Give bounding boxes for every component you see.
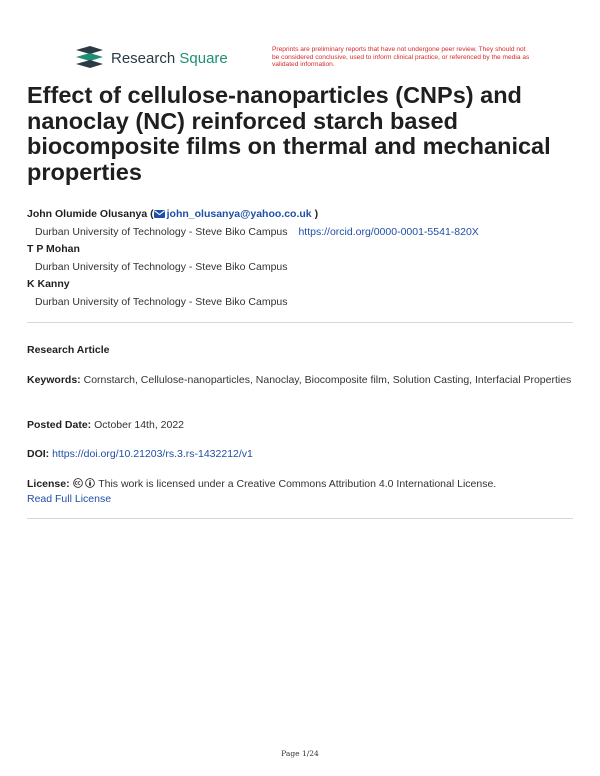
doi (27, 447, 573, 462)
open-paren: ( (150, 208, 154, 220)
doi-label: DOI: (27, 448, 50, 460)
orcid-link[interactable]: https://orcid.org/0000-0001-5541-820X (298, 225, 479, 238)
posted-date-value: October 14th, 2022 (94, 419, 185, 431)
author-entry (27, 241, 577, 276)
author-entry (27, 206, 577, 241)
article-title: Effect of cellulose-nanoparticles (CNPs) and nanoclay (NC) reinforced starch based biocomposite films on thermal and mechanical properties (27, 82, 551, 185)
author-name: T P Mohan (27, 243, 80, 255)
close-paren: ) (314, 208, 319, 220)
page-number: Page 1/24 (281, 749, 319, 758)
author-email: john_olusanya@yahoo.co.uk (166, 208, 312, 220)
author-affiliation: Durban University of Technology - Steve Biko Campus (35, 295, 288, 308)
research-square-logo[interactable] (74, 45, 228, 71)
article-type-value: Research Article (27, 344, 110, 356)
license-text: This work is licensed under a Creative Commons Attribution 4.0 International License. (98, 478, 497, 490)
cc-icon (73, 478, 83, 488)
article-type (27, 343, 573, 358)
keywords (27, 373, 573, 388)
license (27, 477, 573, 507)
author-email-link[interactable] (154, 208, 312, 220)
posted-date-label: Posted Date: (27, 419, 92, 431)
author-affiliation: Durban University of Technology - Steve Biko Campus (35, 225, 288, 238)
keywords-label: Keywords: (27, 374, 81, 386)
read-full-license-link[interactable]: Read Full License (27, 493, 112, 505)
author-entry (27, 276, 577, 311)
keywords-value: Cornstarch, Cellulose-nanoparticles, Nanoclay, Biocomposite film, Solution Casting, Interfacial Properties (83, 374, 572, 386)
license-label: License: (27, 478, 70, 490)
author-name: John Olumide Olusanya (27, 208, 148, 220)
author-affiliation: Durban University of Technology - Steve Biko Campus (35, 260, 288, 273)
preprint-notice: Preprints are preliminary reports that have not undergone peer review. They should not be considered conclusive, used to inform clinical practice, or referenced by the media as validated information. (272, 46, 530, 69)
envelope-icon (154, 210, 165, 218)
doi-link[interactable]: https://doi.org/10.21203/rs.3.rs-1432212/v1 (52, 448, 253, 460)
brand-name-research: Research (111, 49, 176, 67)
author-name: K Kanny (27, 278, 70, 290)
divider (27, 322, 573, 323)
brand-name (111, 50, 228, 67)
attribution-icon (85, 478, 95, 488)
posted-date (27, 418, 573, 433)
divider (27, 518, 573, 519)
author-list (27, 206, 577, 311)
brand-name-square: Square (179, 49, 228, 67)
research-square-logo-icon (74, 45, 105, 71)
